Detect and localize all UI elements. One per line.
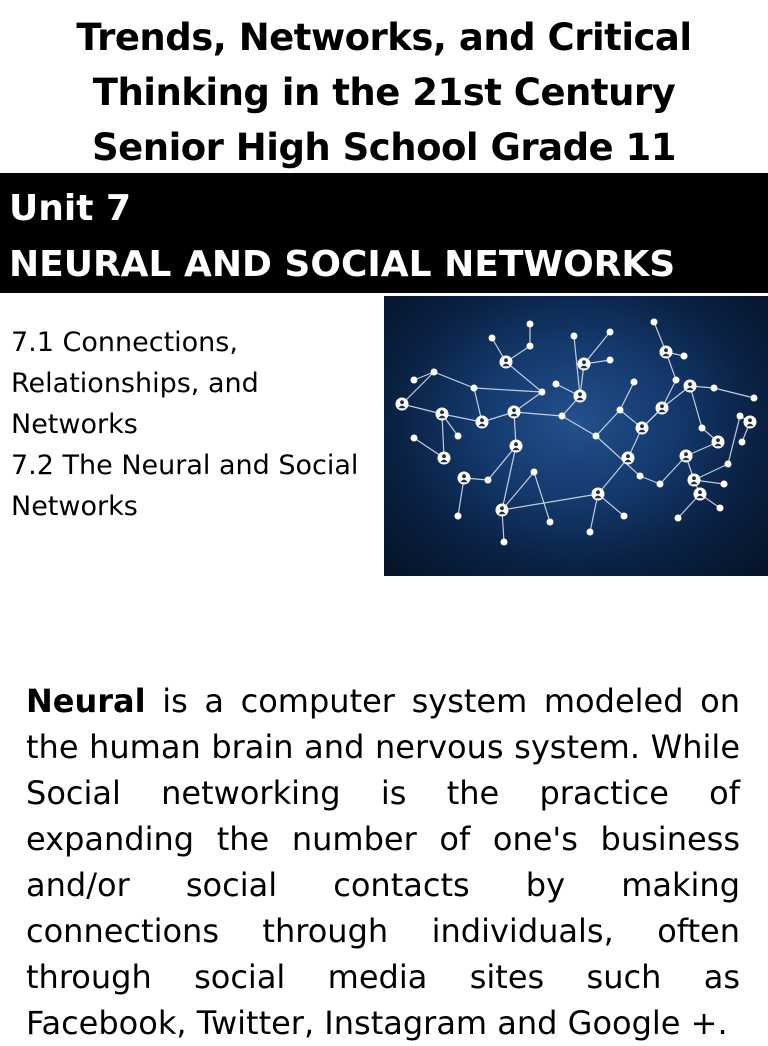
network-node <box>631 379 638 386</box>
person-head-icon <box>582 360 586 364</box>
person-head-icon <box>640 424 644 428</box>
network-node <box>607 357 614 364</box>
person-head-icon <box>512 408 516 412</box>
network-node <box>699 425 706 432</box>
network-link <box>502 446 516 510</box>
network-node <box>617 407 624 414</box>
network-node <box>571 333 578 340</box>
network-node <box>455 433 462 440</box>
unit-name: NEURAL AND SOCIAL NETWORKS <box>9 244 676 285</box>
network-link <box>714 388 754 398</box>
network-link <box>596 410 620 436</box>
person-head-icon <box>400 400 404 404</box>
network-node <box>725 461 732 468</box>
unit-number: Unit 7 <box>9 188 131 229</box>
network-node <box>527 321 534 328</box>
network-node <box>681 353 688 360</box>
person-head-icon <box>688 382 692 386</box>
network-node <box>489 335 496 342</box>
network-node <box>587 529 594 536</box>
person-head-icon <box>626 454 630 458</box>
network-node <box>675 515 682 522</box>
network-link <box>620 382 634 410</box>
network-node <box>721 481 728 488</box>
definition-paragraph <box>26 678 740 1046</box>
network-node <box>411 435 418 442</box>
network-node <box>751 395 758 402</box>
topic-line: 7.1 Connections, <box>11 327 238 358</box>
topic-line: Networks <box>11 491 138 522</box>
network-node <box>553 381 560 388</box>
person-head-icon <box>514 442 518 446</box>
network-node <box>501 539 508 546</box>
network-node <box>607 329 614 336</box>
network-node <box>739 439 746 446</box>
title-line: Thinking in the 21st Century <box>92 71 676 114</box>
network-node <box>717 505 724 512</box>
document-title <box>0 10 768 175</box>
network-image <box>384 296 768 576</box>
network-node <box>737 413 744 420</box>
network-link <box>598 458 628 494</box>
network-link <box>474 388 542 392</box>
network-link <box>402 372 434 404</box>
topic-line: 7.2 The Neural and Social <box>11 450 359 481</box>
network-node <box>539 389 546 396</box>
network-link <box>434 372 474 388</box>
person-head-icon <box>698 490 702 494</box>
network-nodes-icon <box>384 296 768 576</box>
network-node <box>711 385 718 392</box>
network-link <box>502 472 534 510</box>
network-node <box>547 519 554 526</box>
network-node <box>485 477 492 484</box>
title-line: Senior High School Grade 11 <box>91 126 677 169</box>
network-link <box>728 416 740 464</box>
network-node <box>411 377 418 384</box>
person-head-icon <box>596 490 600 494</box>
network-link <box>442 414 444 458</box>
network-link <box>690 386 702 428</box>
person-head-icon <box>716 438 720 442</box>
network-node <box>593 433 600 440</box>
network-node <box>471 385 478 392</box>
network-node <box>651 319 658 326</box>
person-head-icon <box>660 404 664 408</box>
network-node <box>637 473 644 480</box>
person-head-icon <box>748 418 752 422</box>
person-head-icon <box>440 410 444 414</box>
person-head-icon <box>692 476 696 480</box>
title-line: Trends, Networks, and Critical <box>76 16 692 59</box>
network-node <box>559 413 566 420</box>
topic-line: Relationships, and <box>11 368 259 399</box>
topic-line: Networks <box>11 409 138 440</box>
network-node <box>531 469 538 476</box>
unit-header <box>0 173 768 293</box>
network-link <box>562 416 596 436</box>
person-head-icon <box>664 348 668 352</box>
topic-list <box>11 322 376 527</box>
network-node <box>657 481 664 488</box>
network-node <box>455 513 462 520</box>
person-head-icon <box>442 454 446 458</box>
network-link <box>502 494 598 510</box>
person-head-icon <box>480 418 484 422</box>
person-head-icon <box>504 358 508 362</box>
definition-term: Neural <box>26 682 146 720</box>
person-head-icon <box>500 506 504 510</box>
network-link <box>534 472 550 522</box>
network-link <box>514 412 562 416</box>
person-head-icon <box>462 474 466 478</box>
network-node <box>431 369 438 376</box>
network-node <box>527 343 534 350</box>
network-node <box>673 377 680 384</box>
person-head-icon <box>684 452 688 456</box>
network-link <box>506 362 542 392</box>
network-node <box>621 513 628 520</box>
person-head-icon <box>578 392 582 396</box>
definition-text: is a computer system modeled on the human brain and nervous system. While Social networking is the practice of expanding the number of one's business and/or social contacts by making connections through individuals, often through social media sites such as Facebook, Twitter, Instagram and Google +. <box>26 682 740 1042</box>
